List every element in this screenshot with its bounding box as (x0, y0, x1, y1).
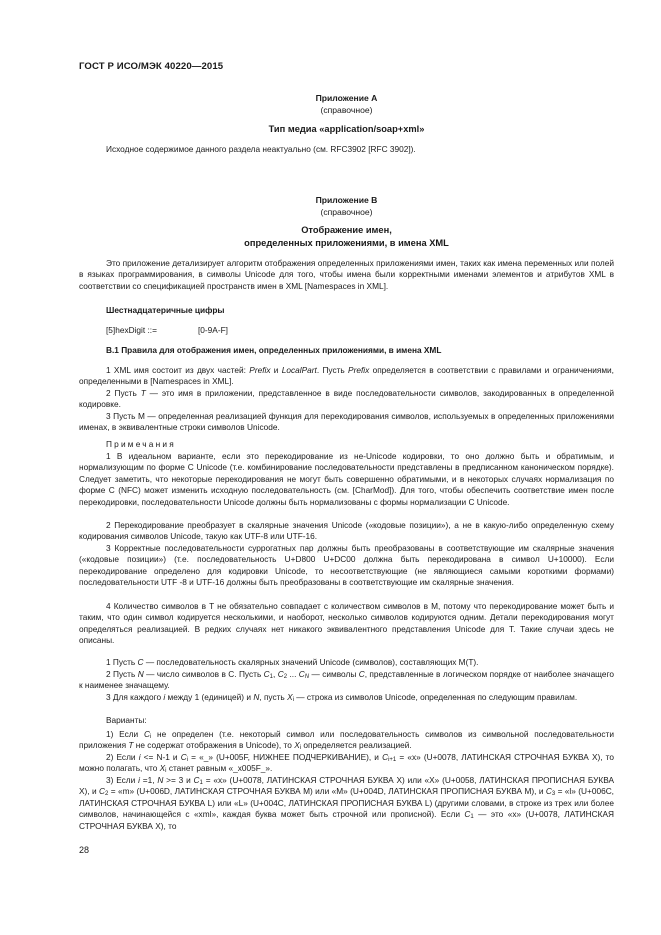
step-2: 2 Пусть N — число символов в C. Пусть $C_1$, $C_2$ ... $C_N$ — символы C, представленные в логическом порядке от наиболее значащего к наименее значащему. (79, 669, 614, 691)
note-3: 3 Корректные последовательности суррогатных пар должны быть преобразованы в соответствующие им скалярные значения («кодовые позиции») (т.е. последовательность U+D800 U+DC00 должна быть перекодирована в символ U+10000). Если перекодирование определено для кодировки Unicode, то несоответствующие (не являющиеся самыми короткими формами) последовательности UTF -8 и UTF-16 должны быть преобразованы в соответствующие им скалярные значения. (79, 543, 614, 588)
notes-label: Примечания (106, 439, 176, 449)
rule-1: 1 XML имя состоит из двух частей: Prefix и LocalPart. Пусть Prefix определяется в соответствии с правилами и ограничениями, определенными в [Namespaces in XML]. (79, 365, 614, 387)
hex-rule-left: [5]hexDigit ::= (106, 325, 157, 335)
intro-paragraph: Это приложение детализирует алгоритм отображения определенных приложениями имен, таких как имена переменных или полей в языках программирования, в символы Unicode для того, чтобы имена были корректными именами элементов и атрибутов XML в соответствии со спецификацией пространств имен в XML [Namespaces in XML]. (79, 258, 614, 291)
variant-2: 2) Если i <= N-1 и $C_i$ = «_» (U+005F, НИЖНЕЕ ПОДЧЕРКИВАНИЕ), и $C_{i+1}$ = «x» (U+0078, ЛАТИНСКАЯ СТРОЧНАЯ БУКВА X), то можно полагать, что $X_i$ станет равным «_x005F_». (79, 752, 614, 775)
rule-3: 3 Пусть M — определенная реализацией функция для перекодирования символов, используемых в определенных приложениями именах, в эквивалентные строки символов Unicode. (79, 411, 614, 433)
appendix-b-heading-line1: Отображение имен, (301, 225, 392, 235)
appendix-a-heading: Тип медиа «application/soap+xml» (268, 124, 425, 134)
appendix-b-subtitle: (справочное) (320, 207, 373, 217)
variants-label: Варианты: (106, 715, 147, 725)
appendix-a-subtitle: (справочное) (320, 105, 373, 115)
appendix-b-heading-line2: определенных приложениями, в имена XML (244, 238, 449, 248)
step-1: 1 Пусть C — последовательность скалярных значений Unicode (символов), составляющих M(T). (106, 657, 479, 667)
note-4: 4 Количество символов в T не обязательно совпадает с количеством символов в M, потому что перекодирование может быть и таким, что один символ кодируется несколькими, и наоборот, несколько символов кодируются одним. Детали перекодирования могут определяться реализацией. В редких случаях нет никакого эквивалентного представления Unicode для T. Такие случаи здесь не описаны. (79, 601, 614, 646)
variant-1: 1) Если $C_i$ не определен (т.е. некоторый символ или последовательность символов из символьной последовательности приложения T не содержат отображения в Unicode), то $X_i$ определяется реализацией. (79, 729, 614, 752)
note-2: 2 Перекодирование преобразует в скалярные значения Unicode («кодовые позиции»), а не в какую-либо определенную схему кодирования символов Unicode, такую как UTF-8 или UTF-16. (79, 520, 614, 542)
note-1: 1 В идеальном варианте, если это перекодирование из не-Unicode кодировки, то оно должно быть и обратимым, и нормализующим по форме C Unicode (т.е. комбинирование последовательности представлены в предписанном каноническом порядке). Следует заметить, что некоторые перекодирования не могут быть совершенно обратимыми, и в некоторых случаях нормализация по форме C (NFC) может изменить исходную последовательность (см. [CharMod]). Для того, чтобы обеспечить соответствие имен после перекодировки, последовательности Unicode должны быть нормализованы с формы нормализации C Unicode. (79, 451, 614, 507)
appendix-a-text: Исходное содержимое данного раздела неактуально (см. RFC3902 [RFC 3902]). (106, 144, 416, 154)
document-header: ГОСТ Р ИСО/МЭК 40220—2015 (79, 61, 224, 72)
hex-rule-right: [0-9A-F] (198, 325, 228, 335)
rule-2: 2 Пусть T — это имя в приложении, представленное в виде последовательности символов, закодированных в определенной кодировке. (79, 388, 614, 410)
step-3: 3 Для каждого i между 1 (единицей) и N, пусть $X_i$ — строка из символов Unicode, определенная по следующим правилам. (106, 692, 578, 703)
page-number: 28 (79, 845, 90, 855)
appendix-b-title: Приложение В (315, 195, 378, 205)
hex-heading: Шестнадцатеричные цифры (106, 305, 225, 315)
section-b1-heading: В.1 Правила для отображения имен, определенных приложениями, в имена XML (106, 345, 442, 355)
appendix-a-title: Приложение А (315, 93, 378, 103)
variant-3: 3) Если i =1, N >= 3 и $C_1$ = «x» (U+0078, ЛАТИНСКАЯ СТРОЧНАЯ БУКВА X) или «X» (U+0058, ЛАТИНСКАЯ ПРОПИСНАЯ БУКВА X), и $C_2$ = «m» (U+006D, ЛАТИНСКАЯ СТРОЧНАЯ БУКВА M) или «M» (U+004D, ЛАТИНСКАЯ ПРОПИСНАЯ БУКВА M), и $C_3$ = «l» (U+006C, ЛАТИНСКАЯ СТРОЧНАЯ БУКВА L) или «L» (U+004C, ЛАТИНСКАЯ ПРОПИСНАЯ БУКВА L) (другими словами, в строке из трех или более символов, начинающейся с «xml», каждая буква может быть строчной или прописной). Если $C_1$ — это «x» (U+0078, ЛАТИНСКАЯ СТРОЧНАЯ БУКВА X), то (79, 775, 614, 831)
